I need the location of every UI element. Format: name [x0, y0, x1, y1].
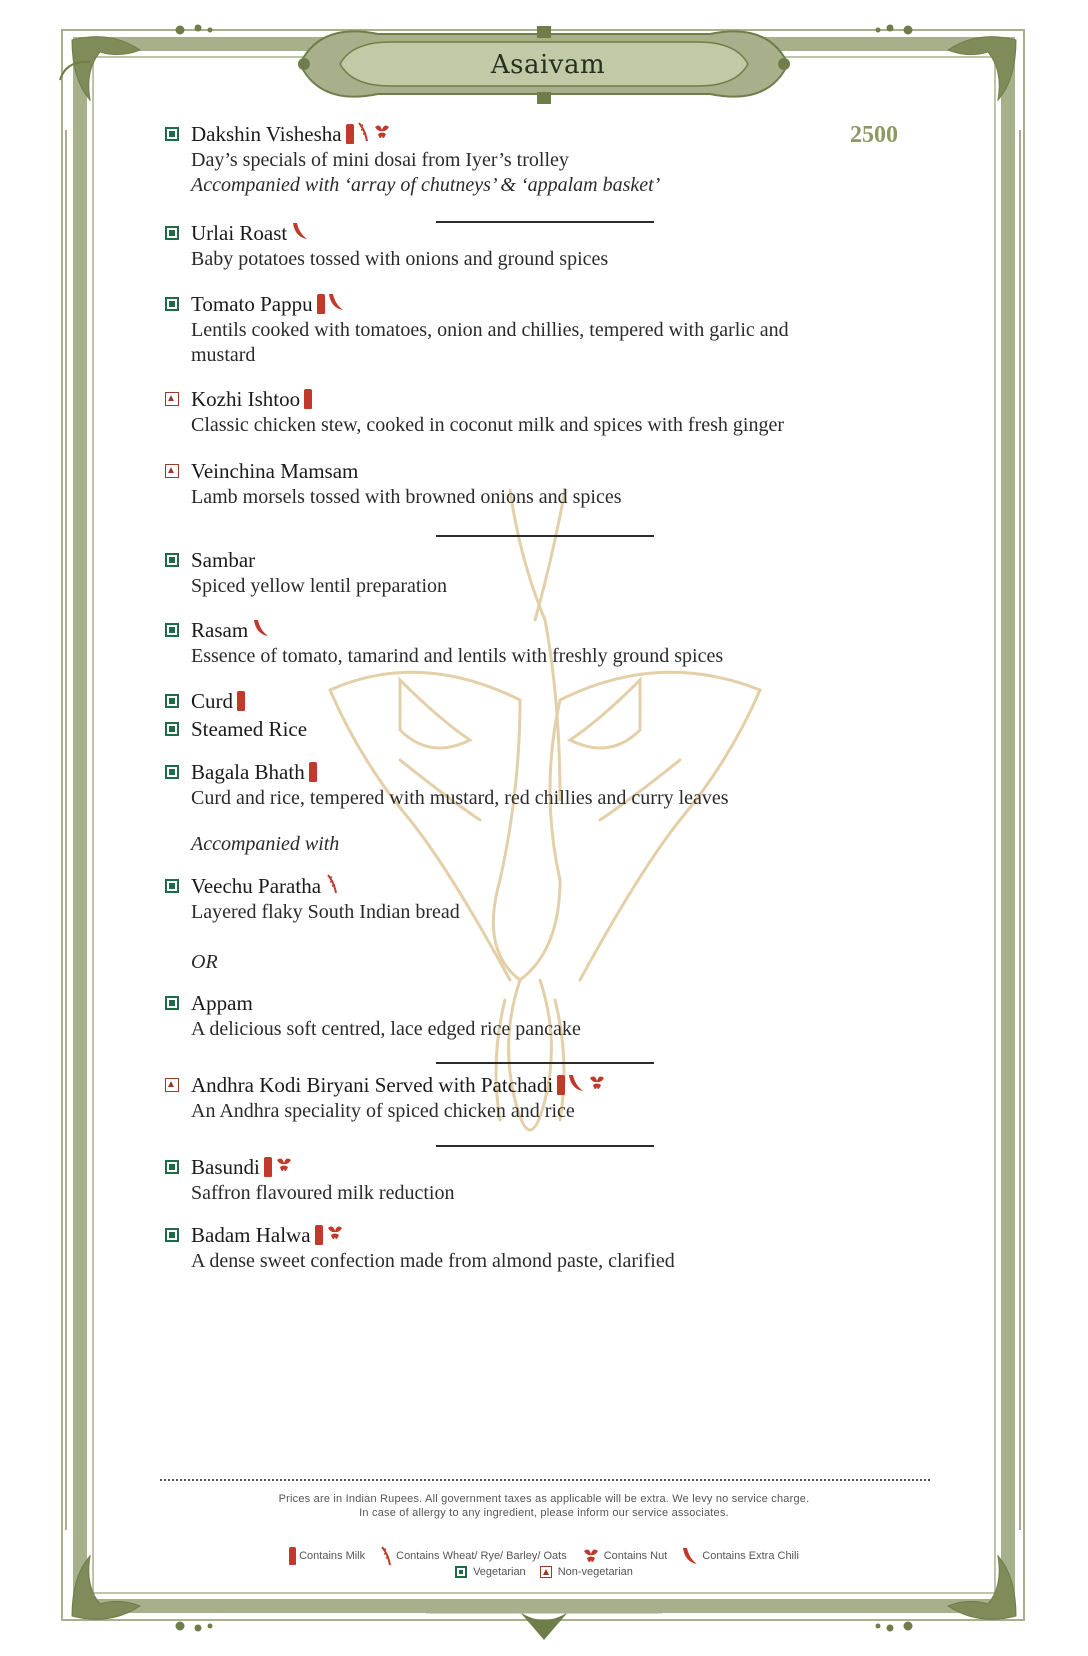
menu-item-description: Baby potatoes tossed with onions and ground spices — [191, 248, 609, 270]
veg-symbol-icon — [165, 553, 179, 567]
menu-item-header — [165, 687, 885, 715]
chili-icon — [252, 618, 270, 642]
menu-item-description: Lentils cooked with tomatoes, onion and chillies, tempered with garlic and — [191, 319, 789, 341]
menu-item-description: A delicious soft centred, lace edged rice pancake — [191, 1018, 581, 1040]
menu-item-name: Badam Halwa — [191, 1222, 311, 1247]
corner-ornament-top-left — [60, 25, 212, 100]
veg-symbol-icon — [165, 623, 179, 637]
menu-item-name: Kozhi Ishtoo — [191, 386, 301, 411]
menu-item-header — [165, 385, 885, 413]
chili-icon — [327, 292, 345, 316]
legend-wheat — [379, 1546, 567, 1566]
allergen-icons — [557, 1073, 607, 1097]
or-label: OR — [191, 951, 218, 973]
menu-item-header — [165, 872, 885, 900]
legend-wheat-label: Contains Wheat/ Rye/ Barley/ Oats — [396, 1550, 567, 1562]
wheat-icon — [356, 122, 370, 146]
nonveg-symbol-icon — [165, 1078, 179, 1092]
veg-symbol-icon — [165, 765, 179, 779]
menu-item — [165, 1153, 885, 1206]
menu-item-name: Urlai Roast — [191, 220, 288, 245]
separator — [436, 535, 654, 537]
chili-icon — [567, 1073, 585, 1097]
bottom-center-ornament — [426, 1612, 662, 1640]
menu-item-header — [165, 290, 885, 318]
menu-item — [165, 290, 885, 368]
separator — [436, 221, 654, 223]
veg-symbol-icon — [165, 694, 179, 708]
allergen-icons — [309, 762, 317, 782]
section-title: Asaivam — [490, 50, 606, 80]
menu-item-name: Steamed Rice — [191, 716, 308, 741]
milk-icon — [309, 762, 317, 782]
legend-nut — [581, 1546, 668, 1566]
veg-symbol-icon — [165, 226, 179, 240]
menu-item-name: Andhra Kodi Biryani Served with Patchadi — [191, 1072, 554, 1097]
veg-symbol-icon — [165, 722, 179, 736]
menu-item-header — [165, 457, 885, 485]
nut-icon — [581, 1546, 601, 1566]
menu-item-name: Basundi — [191, 1154, 260, 1179]
allergen-icons — [304, 389, 312, 409]
separator — [436, 1145, 654, 1147]
menu-item-description: Classic chicken stew, cooked in coconut milk and spices with fresh ginger — [191, 414, 784, 436]
milk-icon — [264, 1157, 272, 1177]
chili-icon — [681, 1546, 699, 1566]
allergen-icons — [291, 221, 309, 245]
wheat-icon — [379, 1546, 393, 1566]
legend-chili-label: Contains Extra Chili — [702, 1550, 799, 1562]
chili-icon — [291, 221, 309, 245]
allergen-icons — [264, 1155, 294, 1179]
allergen-icons — [252, 618, 270, 642]
menu-item-description: Essence of tomato, tamarind and lentils with freshly ground spices — [191, 645, 724, 667]
menu-item — [165, 219, 885, 272]
menu-item — [165, 715, 885, 743]
menu-item — [165, 616, 885, 669]
menu-item-description: Spiced yellow lentil preparation — [191, 575, 448, 597]
milk-icon — [237, 691, 245, 711]
veg-symbol-icon — [165, 996, 179, 1010]
veg-symbol-icon — [165, 297, 179, 311]
menu-item-name: Veechu Paratha — [191, 873, 322, 898]
menu-item-header — [165, 715, 885, 743]
legend-nonveg-label: Non-vegetarian — [557, 1566, 633, 1578]
veg-symbol-icon — [165, 1228, 179, 1242]
footer-divider — [160, 1479, 930, 1481]
nonveg-symbol-icon — [165, 392, 179, 406]
allergen-icons — [315, 1223, 345, 1247]
menu-item — [165, 758, 885, 811]
allergen-icons — [237, 691, 245, 711]
menu-item-name: Sambar — [191, 547, 256, 572]
wheat-icon — [325, 874, 339, 898]
allergen-icons — [317, 292, 345, 316]
veg-symbol-icon — [165, 879, 179, 893]
menu-item — [165, 1221, 885, 1274]
allergen-legend — [0, 1546, 1088, 1566]
menu-item-header — [165, 1153, 885, 1181]
menu-item-name: Rasam — [191, 617, 249, 642]
nonveg-symbol-icon — [540, 1566, 552, 1578]
menu-item — [165, 1071, 885, 1124]
menu-item-header — [165, 219, 885, 247]
milk-icon — [317, 294, 325, 314]
legend-nonveg — [540, 1566, 633, 1578]
veg-symbol-icon — [165, 1160, 179, 1174]
menu-item-name: Tomato Pappu — [191, 291, 313, 316]
menu-item — [165, 872, 885, 925]
menu-item-description-extra: mustard — [191, 344, 256, 366]
milk-icon — [346, 124, 354, 144]
menu-item-header — [165, 546, 885, 574]
accompanied-with-label: Accompanied with — [191, 833, 340, 855]
menu-item — [165, 687, 885, 715]
legend-milk — [289, 1547, 365, 1565]
legend-veg — [455, 1566, 526, 1578]
milk-icon — [557, 1075, 565, 1095]
menu-item-name: Bagala Bhath — [191, 759, 305, 784]
diet-legend — [0, 1566, 1088, 1578]
price: 2500 — [850, 122, 898, 148]
menu-item-header — [165, 1221, 885, 1249]
menu-item-name: Dakshin Vishesha — [191, 121, 342, 146]
nonveg-symbol-icon — [165, 464, 179, 478]
menu-item-description: Layered flaky South Indian bread — [191, 901, 460, 923]
menu-item-header — [165, 616, 885, 644]
nut-icon — [587, 1073, 607, 1097]
legend-veg-label: Vegetarian — [473, 1566, 526, 1578]
legend-chili — [681, 1546, 799, 1566]
footer-note-prices: Prices are in Indian Rupees. All government taxes as applicable will be extra. We levy no service charge. — [278, 1493, 810, 1505]
menu-item — [165, 457, 885, 510]
nut-icon — [372, 122, 392, 146]
menu-item-description-extra: Accompanied with ‘array of chutneys’ & ‘appalam basket’ — [191, 174, 661, 196]
menu-item — [165, 385, 885, 438]
milk-icon — [315, 1225, 323, 1245]
menu-item-name: Curd — [191, 688, 233, 713]
menu-item-description: Lamb morsels tossed with browned onions and spices — [191, 486, 622, 508]
veg-symbol-icon — [455, 1566, 467, 1578]
footer-note-allergy: In case of allergy to any ingredient, please inform our service associates. — [359, 1507, 729, 1519]
menu-item-header — [165, 989, 885, 1017]
legend-milk-label: Contains Milk — [299, 1550, 366, 1562]
nut-icon — [325, 1223, 345, 1247]
milk-icon — [304, 389, 312, 409]
menu-item-header — [165, 120, 885, 148]
menu-item-description: A dense sweet confection made from almond paste, clarified — [191, 1250, 675, 1272]
menu-item-name: Veinchina Mamsam — [191, 458, 359, 483]
menu-item — [165, 546, 885, 599]
separator — [436, 1062, 654, 1064]
milk-icon — [289, 1547, 296, 1565]
menu-item-description: Saffron flavoured milk reduction — [191, 1182, 455, 1204]
nut-icon — [274, 1155, 294, 1179]
menu-item-name: Appam — [191, 990, 253, 1015]
menu-item — [165, 120, 885, 198]
allergen-icons — [346, 122, 392, 146]
menu-item — [165, 989, 885, 1042]
legend-nut-label: Contains Nut — [603, 1550, 668, 1562]
allergen-icons — [325, 874, 339, 898]
veg-symbol-icon — [165, 127, 179, 141]
menu-item-description: An Andhra speciality of spiced chicken and rice — [191, 1100, 575, 1122]
menu-item-header — [165, 1071, 885, 1099]
menu-item-header — [165, 758, 885, 786]
menu-item-description: Day’s specials of mini dosai from Iyer’s trolley — [191, 149, 569, 171]
menu-item-description: Curd and rice, tempered with mustard, red chillies and curry leaves — [191, 787, 729, 809]
